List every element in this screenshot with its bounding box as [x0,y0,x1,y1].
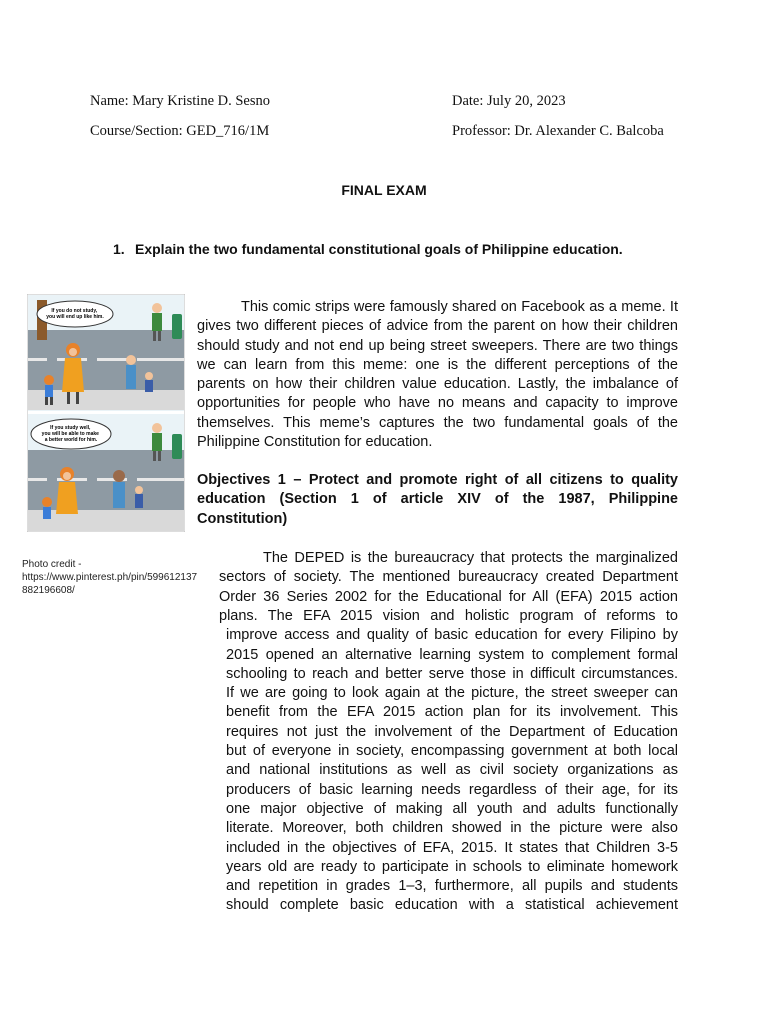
body-line: schooling to reach and better serve those in difficult circumstances. [226,665,678,682]
body-line: producers of basic learning needs regardless of their age, for its [226,781,678,798]
comic-panel-2 [28,414,184,531]
body-line: Order 36 Series 2002 for the Educational for All (EFA) 2015 action [219,588,678,605]
page-title: FINAL EXAM [341,182,427,198]
body-line: but of everyone in society, encompassing government at both local [226,743,678,759]
objective-1-heading: Objectives 1 – Protect and promote right of all citizens to quality education (Section 1 of article XIV of the 1987, Philippine Constitution) [197,472,678,527]
body-line: one major objective of making all youth and adults functionally [226,800,678,817]
body-line: If we are going to look again at the picture, the street sweeper can [226,685,678,702]
photo-credit-url-end: 882196608/ [22,585,75,596]
intro-paragraph [197,298,678,452]
comic-bubble-2: If you study well, you will be able to make a better world for him. [41,425,99,443]
body-line: and national institutions as well as civil society organizations as [226,762,678,779]
body-line: improve access and quality of basic education for every Filipino by [226,627,678,644]
body-line: literate. Moreover, both children showed in the picture were also [226,820,678,837]
body-line: years old are ready to participate in schools to eliminate homework [226,858,678,875]
body-line: requires not just the involvement of the Department of Education [226,723,678,740]
body-line: should complete basic education with a statistical achievement [226,897,678,914]
body-line: plans. The EFA 2015 vision and holistic program of reforms to [219,607,678,624]
exam-date: Date: July 20, 2023 [452,93,566,109]
body-line: sectors of society. The mentioned bureaucracy created Department [219,569,678,586]
comic-strip-image [27,294,185,532]
body-line: 2015 opened an alternative learning system to complement formal [226,646,678,663]
comic-panel-1 [28,295,184,411]
professor-name: Professor: Dr. Alexander C. Balcoba [452,123,664,139]
body-line: The DEPED is the bureaucracy that protects the marginalized [263,550,678,566]
body-line: and repetition in grades 1–3, furthermore, all pupils and students [226,878,678,895]
comic-bubble-1: If you do not study, you will end up like him. [46,308,104,320]
body-line: benefit from the EFA 2015 action plan for its involvement. This [226,704,678,721]
photo-credit-url: https://www.pinterest.ph/pin/599612137 [22,572,198,583]
photo-credit-label: Photo credit - [22,559,82,570]
body-line: included in the objectives of EFA, 2015. It states that Children 3-5 [226,839,678,856]
student-name: Name: Mary Kristine D. Sesno [90,93,271,109]
question-number: 1. [113,241,125,257]
question-text: Explain the two fundamental constitutional goals of Philippine education. [135,241,623,257]
course-section: Course/Section: GED_716/1M [90,123,270,139]
photo-credit [22,558,202,597]
question-1 [113,241,623,257]
intro-paragraph-text: This comic strips were famously shared on Facebook as a meme. It gives two different pieces of advice from the parent on how their children should study and not end up being street sweepers. There are two things we can learn from this meme: one is the different perceptions of the parents on how their children value education. Lastly, the imbalance of opportunities for people who have no means and capacity to improve themselves. This meme’s captures the two fundamental goals of the Philippine Constitution for education. [197,299,678,451]
